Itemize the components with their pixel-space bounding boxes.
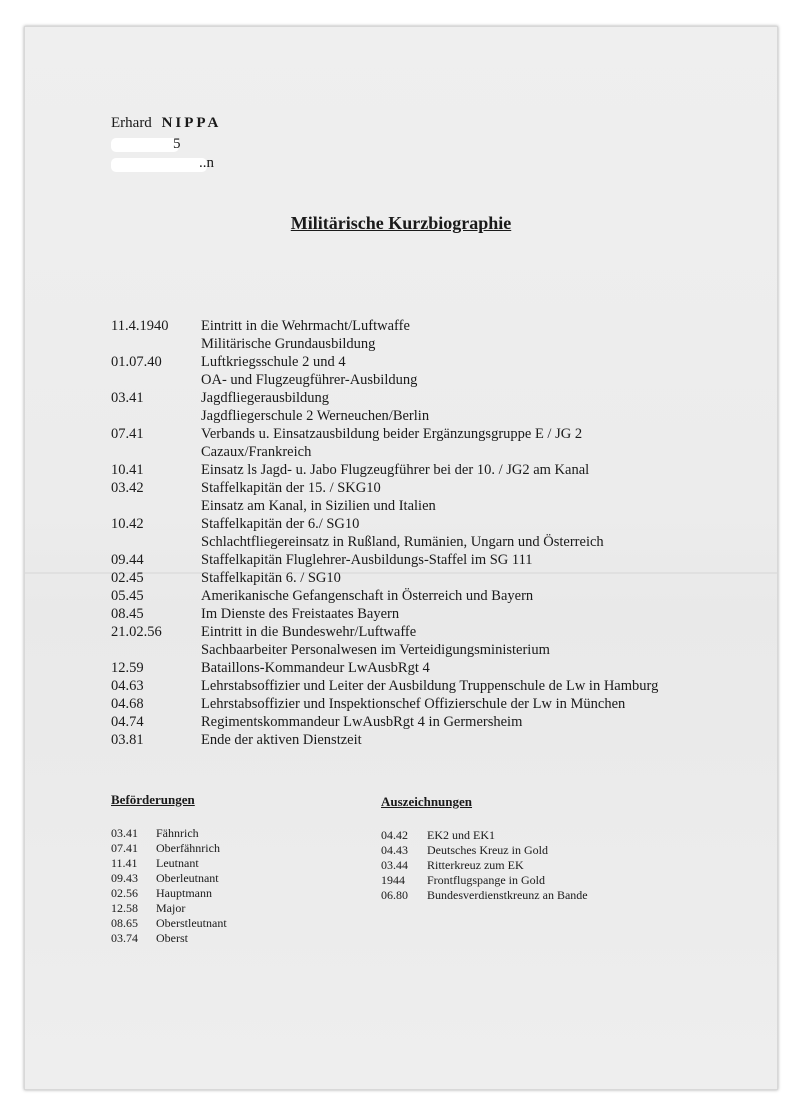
biography-entry	[111, 713, 658, 731]
biography-entry-date: 04.68	[111, 696, 144, 712]
promotion-entry-text: Oberstleutnant	[156, 916, 227, 930]
biography-entry	[111, 461, 658, 479]
award-entry-date: 04.42	[381, 828, 408, 842]
promotion-entry	[111, 856, 361, 871]
biography-entry-date: 08.45	[111, 606, 144, 622]
award-entry-date: 1944	[381, 873, 405, 887]
award-entry	[381, 888, 701, 903]
biography-entry-text: Staffelkapitän der 6./ SG10	[201, 516, 360, 532]
award-entry-date: 04.43	[381, 843, 408, 857]
promotion-entry-text: Oberleutnant	[156, 871, 219, 885]
biography-entry-date: 21.02.56	[111, 624, 162, 640]
award-entry-text: Deutsches Kreuz in Gold	[427, 843, 548, 857]
promotion-entry	[111, 931, 361, 946]
award-entry	[381, 858, 701, 873]
biography-entry	[111, 425, 658, 443]
promotion-entry-text: Hauptmann	[156, 886, 212, 900]
biography-entry	[111, 443, 658, 461]
biography-entry-date: 12.59	[111, 660, 144, 676]
biography-entry-date	[111, 533, 201, 551]
sender-block	[111, 113, 221, 170]
redaction-bar	[111, 138, 179, 152]
awards-section	[381, 794, 701, 903]
promotions-section	[111, 792, 361, 946]
promotion-entry-date: 12.58	[111, 901, 138, 915]
biography-entry-date: 11.4.1940	[111, 318, 169, 334]
document-title: Militärische Kurzbiographie	[290, 213, 512, 233]
promotion-entry	[111, 916, 361, 931]
biography-entry-text: Eintritt in die Wehrmacht/Luftwaffe	[201, 318, 410, 334]
biography-entry-date: 05.45	[111, 588, 144, 604]
award-entry-text: Ritterkreuz zum EK	[427, 858, 524, 872]
biography-entry	[111, 371, 658, 389]
biography-entry-text: Militärische Grundausbildung	[201, 336, 376, 352]
document-sheet	[24, 26, 778, 1090]
biography-entry	[111, 353, 658, 371]
biography-entry	[111, 623, 658, 641]
biography-entry-text: Schlachtfliegereinsatz in Rußland, Rumänien, Ungarn und Österreich	[201, 534, 604, 550]
award-entry	[381, 828, 701, 843]
biography-entry-text: Sachbaarbeiter Personalwesen im Verteidigungsministerium	[201, 642, 550, 658]
biography-entry-text: Amerikanische Gefangenschaft in Österreich und Bayern	[201, 588, 534, 604]
biography-entry	[111, 695, 658, 713]
biography-entry-date: 04.63	[111, 678, 144, 694]
biography-entry	[111, 479, 658, 497]
biography-entry-date: 02.45	[111, 570, 144, 586]
address-fragment-2: ..n	[199, 155, 214, 171]
biography-entry-text: Luftkriegsschule 2 und 4	[201, 354, 346, 370]
biography-entry-date	[111, 497, 201, 515]
biography-entry-text: Eintritt in die Bundeswehr/Luftwaffe	[201, 624, 417, 640]
biography-entry-date	[111, 335, 201, 353]
biography-entry	[111, 515, 658, 533]
biography-entry-text: Lehrstabsoffizier und Leiter der Ausbildung Truppenschule de Lw in Hamburg	[201, 678, 659, 694]
biography-entry	[111, 533, 658, 551]
biography-entry	[111, 407, 658, 425]
address-line-1	[111, 134, 221, 152]
family-name: NIPPA	[161, 115, 222, 131]
promotion-entry	[111, 871, 361, 886]
biography-entry-date: 07.41	[111, 426, 144, 442]
biography-entry	[111, 569, 658, 587]
biography-entry	[111, 335, 658, 353]
promotion-entry-date: 09.43	[111, 871, 138, 885]
biography-entry-text: Cazaux/Frankreich	[201, 444, 312, 460]
biography-entry	[111, 659, 658, 677]
biography-entry-date: 03.81	[111, 732, 144, 748]
awards-list	[381, 828, 701, 903]
sender-name	[111, 113, 221, 134]
biography-entry-text: Staffelkapitän 6. / SG10	[201, 570, 341, 586]
promotion-entry-date: 02.56	[111, 886, 138, 900]
biography-entry-text: Lehrstabsoffizier und Inspektionschef Offizierschule der Lw in München	[201, 696, 626, 712]
biography-entry-date: 10.41	[111, 462, 144, 478]
biography-entry	[111, 497, 658, 515]
award-entry	[381, 843, 701, 858]
promotion-entry-text: Fähnrich	[156, 826, 199, 840]
biography-entry-text: Im Dienste des Freistaates Bayern	[201, 606, 400, 622]
biography-entry-text: Regimentskommandeur LwAusbRgt 4 in Germersheim	[201, 714, 523, 730]
biography-entry-date: 03.41	[111, 390, 144, 406]
biography-entry-text: Einsatz am Kanal, in Sizilien und Italien	[201, 498, 436, 514]
biography-entry-date: 01.07.40	[111, 354, 162, 370]
award-entry-date: 06.80	[381, 888, 408, 902]
biography-entry-date	[111, 641, 201, 659]
redaction-bar	[111, 158, 207, 172]
biography-entry-date	[111, 443, 201, 461]
biography-entry-text: OA- und Flugzeugführer-Ausbildung	[201, 372, 418, 388]
biography-entry-text: Staffelkapitän Fluglehrer-Ausbildungs-Staffel im SG 111	[201, 552, 533, 568]
promotion-entry-date: 03.41	[111, 826, 138, 840]
promotion-entry-date: 03.74	[111, 931, 138, 945]
biography-entry	[111, 551, 658, 569]
biography-entry-date: 03.42	[111, 480, 144, 496]
promotion-entry	[111, 826, 361, 841]
promotion-entry	[111, 841, 361, 856]
biography-entry-date	[111, 407, 201, 425]
promotion-entry	[111, 886, 361, 901]
biography-entry-text: Einsatz ls Jagd- u. Jabo Flugzeugführer bei der 10. / JG2 am Kanal	[201, 462, 590, 478]
biography-entry-date: 10.42	[111, 516, 144, 532]
awards-heading: Auszeichnungen	[381, 794, 473, 809]
biography-list	[111, 317, 658, 749]
biography-entry	[111, 677, 658, 695]
promotion-entry-text: Oberst	[156, 931, 188, 945]
biography-entry-text: Ende der aktiven Dienstzeit	[201, 732, 362, 748]
biography-entry	[111, 389, 658, 407]
given-name: Erhard	[111, 115, 152, 131]
promotion-entry-text: Major	[156, 901, 186, 915]
promotion-entry-text: Oberfähnrich	[156, 841, 220, 855]
biography-entry	[111, 731, 658, 749]
address-line-2	[111, 152, 221, 170]
address-fragment-1: 5	[173, 136, 181, 152]
biography-entry-text: Jagdfliegerschule 2 Werneuchen/Berlin	[201, 408, 430, 424]
award-entry	[381, 873, 701, 888]
biography-entry	[111, 317, 658, 335]
award-entry-text: Bundesverdienstkreunz an Bande	[427, 888, 588, 902]
biography-entry-text: Bataillons-Kommandeur LwAusbRgt 4	[201, 660, 430, 676]
promotion-entry	[111, 901, 361, 916]
biography-entry-date	[111, 371, 201, 389]
biography-entry	[111, 587, 658, 605]
promotions-list	[111, 826, 361, 946]
biography-entry-text: Staffelkapitän der 15. / SKG10	[201, 480, 381, 496]
promotions-heading: Beförderungen	[111, 792, 195, 807]
biography-entry-date: 09.44	[111, 552, 144, 568]
biography-entry	[111, 641, 658, 659]
biography-entry-text: Jagdfliegerausbildung	[201, 390, 330, 406]
award-entry-date: 03.44	[381, 858, 408, 872]
award-entry-text: Frontflugspange in Gold	[427, 873, 545, 887]
biography-entry-text: Verbands u. Einsatzausbildung beider Ergänzungsgruppe E / JG 2	[201, 426, 583, 442]
promotion-entry-date: 07.41	[111, 841, 138, 855]
biography-entry-date: 04.74	[111, 714, 144, 730]
award-entry-text: EK2 und EK1	[427, 828, 495, 842]
biography-entry	[111, 605, 658, 623]
promotion-entry-date: 11.41	[111, 856, 138, 870]
promotion-entry-text: Leutnant	[156, 856, 199, 870]
promotion-entry-date: 08.65	[111, 916, 138, 930]
